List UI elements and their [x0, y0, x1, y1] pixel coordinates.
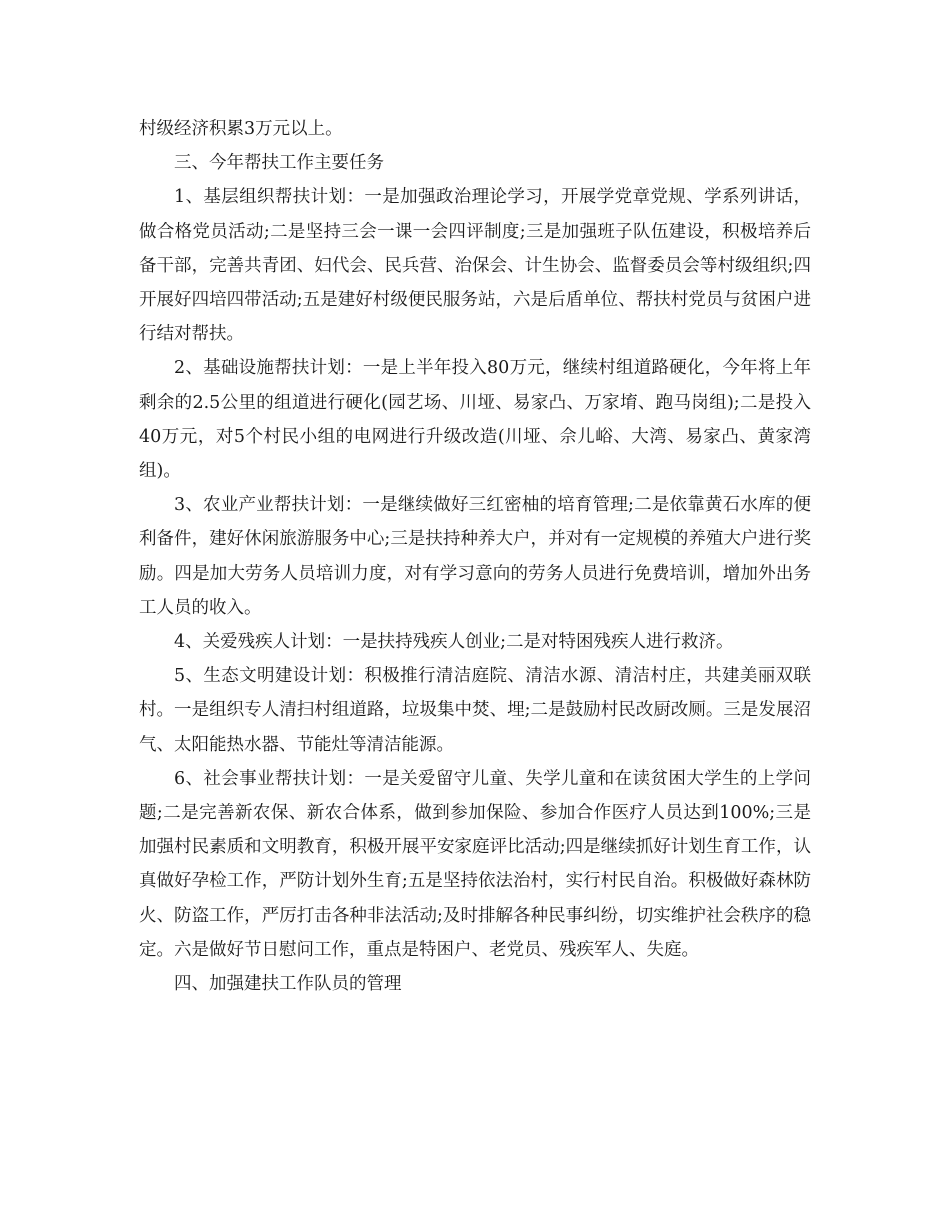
- section-heading-tasks: 三、今年帮扶工作主要任务: [174, 153, 384, 174]
- paragraph-disability-plan: 4、关爱残疾人计划：一是扶持残疾人创业;二是对特困残疾人进行救济。: [174, 632, 734, 653]
- paragraph-infrastructure-plan: 2、基础设施帮扶计划：一是上半年投入80万元，继续村组道路硬化，今年将上年剩余的2.5公里的组道进行硬化(园艺场、川垭、易家凸、万家堉、跑马岗组);二是投入40万元，对5个村民小组的电网进行升级改造(川垭、佘儿峪、大湾、易家凸、黄家湾组)。: [139, 358, 811, 482]
- paragraph-agriculture-plan: 3、农业产业帮扶计划：一是继续做好三红密柚的培育管理;二是依靠黄石水库的便利备件，建好休闲旅游服务中心;三是扶持种养大户，并对有一定规模的养殖大户进行奖励。四是加大劳务人员培训力度，对有学习意向的劳务人员进行免费培训，增加外出务工人员的收入。: [139, 495, 811, 618]
- section-heading-management: 四、加强建扶工作队员的管理: [174, 974, 402, 995]
- paragraph-ecology-plan: 5、生态文明建设计划：积极推行清洁庭院、清洁水源、清洁村庄，共建美丽双联村。一是组织专人清扫村组道路，垃圾集中焚、埋;二是鼓励村民改厨改厕。三是发展沼气、太阳能热水器、节能灶等清洁能源。: [139, 666, 811, 755]
- paragraph-organization-plan: 1、基层组织帮扶计划：一是加强政治理论学习，开展学党章党规、学系列讲话，做合格党员活动;二是坚持三会一课一会四评制度;三是加强班子队伍建设，积极培养后备干部，完善共青团、妇代会、民兵营、治保会、计生协会、监督委员会等村级组织;四开展好四培四带活动;五是建好村级便民服务站，六是后盾单位、帮扶村党员与贫困户进行结对帮扶。: [139, 187, 811, 345]
- paragraph-social-plan: 6、社会事业帮扶计划：一是关爱留守儿童、失学儿童和在读贫困大学生的上学问题;二是完善新农保、新农合体系，做到参加保险、参加合作医疗人员达到100%;三是加强村民素质和文明教育，积极开展平安家庭评比活动;四是继续抓好计划生育工作，认真做好孕检工作，严防计划外生育;五是坚持依法治村，实行村民自治。积极做好森林防火、防盗工作，严厉打击各种非法活动;及时排解各种民事纠纷，切实维护社会秩序的稳定。六是做好节日慰问工作，重点是特困户、老党员、残疾军人、失庭。: [139, 768, 811, 960]
- document-body: [139, 112, 811, 1001]
- paragraph-continuation: 村级经济积累3万元以上。: [139, 119, 343, 139]
